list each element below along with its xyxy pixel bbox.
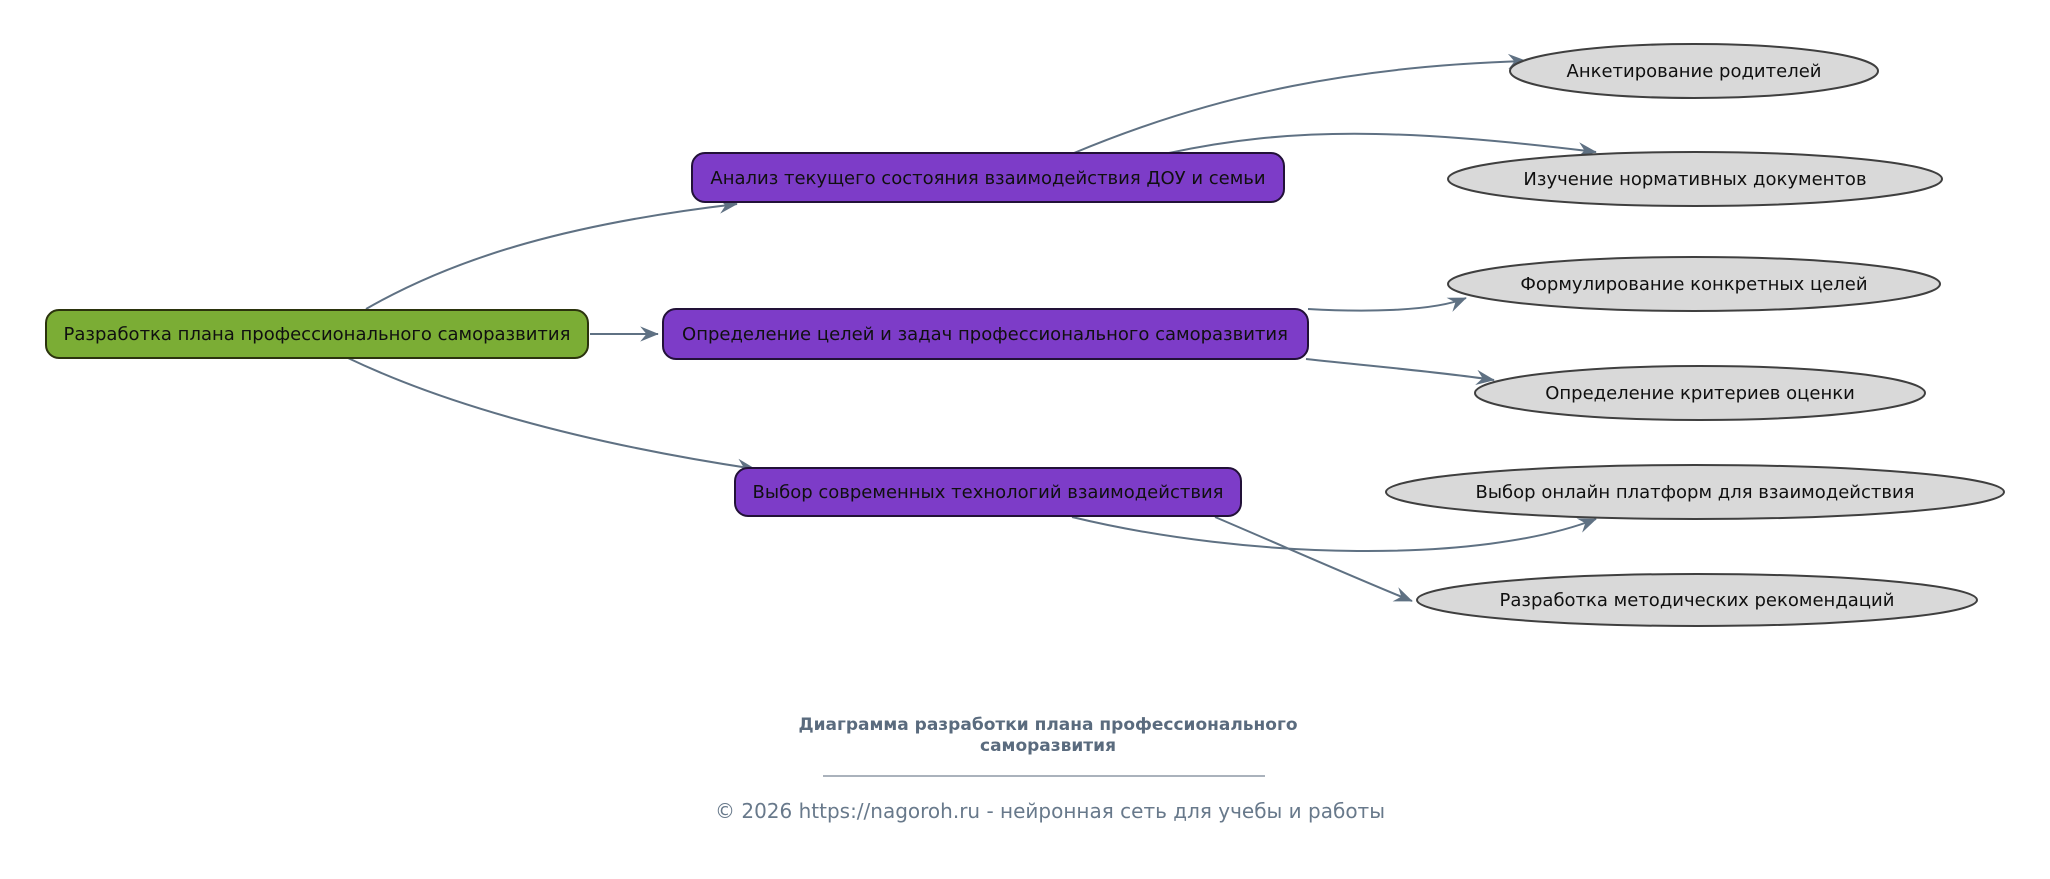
- node-leaf-platforms[interactable]: [1386, 465, 2004, 519]
- footer-title-line1: Диаграмма разработки плана профессионального: [798, 715, 1298, 735]
- node-leaf-documents-label: Изучение нормативных документов: [1523, 169, 1867, 190]
- node-root-label: Разработка плана профессионального саморазвития: [63, 324, 571, 345]
- edge-analysis-to-documents: [1169, 134, 1596, 153]
- edge-root-to-analysis: [366, 204, 737, 309]
- edge-root-to-technologies: [348, 358, 755, 469]
- node-branch-goals-label: Определение целей и задач профессионального саморазвития: [682, 324, 1288, 345]
- node-leaf-survey[interactable]: [1510, 44, 1878, 98]
- node-leaf-criteria-label: Определение критериев оценки: [1545, 383, 1855, 404]
- edge-analysis-to-survey: [1074, 61, 1526, 153]
- node-branch-analysis-label: Анализ текущего состояния взаимодействия ДОУ и семьи: [710, 168, 1266, 189]
- footer-title-line2: саморазвития: [980, 736, 1116, 756]
- node-leaf-platforms-label: Выбор онлайн платформ для взаимодействия: [1475, 482, 1915, 503]
- node-leaf-documents[interactable]: [1448, 152, 1942, 206]
- edge-technologies-to-platforms: [1072, 517, 1596, 551]
- node-root[interactable]: [46, 310, 588, 358]
- node-leaf-recommendations-label: Разработка методических рекомендаций: [1499, 590, 1895, 611]
- node-branch-technologies-label: Выбор современных технологий взаимодействия: [752, 482, 1224, 503]
- footer: [715, 715, 1385, 823]
- node-leaf-formulation-label: Формулирование конкретных целей: [1520, 274, 1868, 295]
- footer-copyright-text: © 2026 https://nagoroh.ru - нейронная сеть для учебы и работы: [714, 799, 1386, 823]
- node-leaf-recommendations[interactable]: [1417, 574, 1977, 626]
- node-leaf-criteria[interactable]: [1475, 366, 1925, 420]
- edge-technologies-to-recommendations: [1215, 517, 1412, 601]
- node-branch-technologies[interactable]: [735, 468, 1241, 516]
- node-branch-goals[interactable]: [663, 309, 1308, 359]
- node-leaf-formulation[interactable]: [1448, 257, 1940, 311]
- edge-goals-to-criteria: [1306, 359, 1494, 380]
- edge-goals-to-formulation: [1308, 298, 1466, 311]
- node-branch-analysis[interactable]: [692, 153, 1284, 202]
- node-leaf-survey-label: Анкетирование родителей: [1566, 61, 1822, 82]
